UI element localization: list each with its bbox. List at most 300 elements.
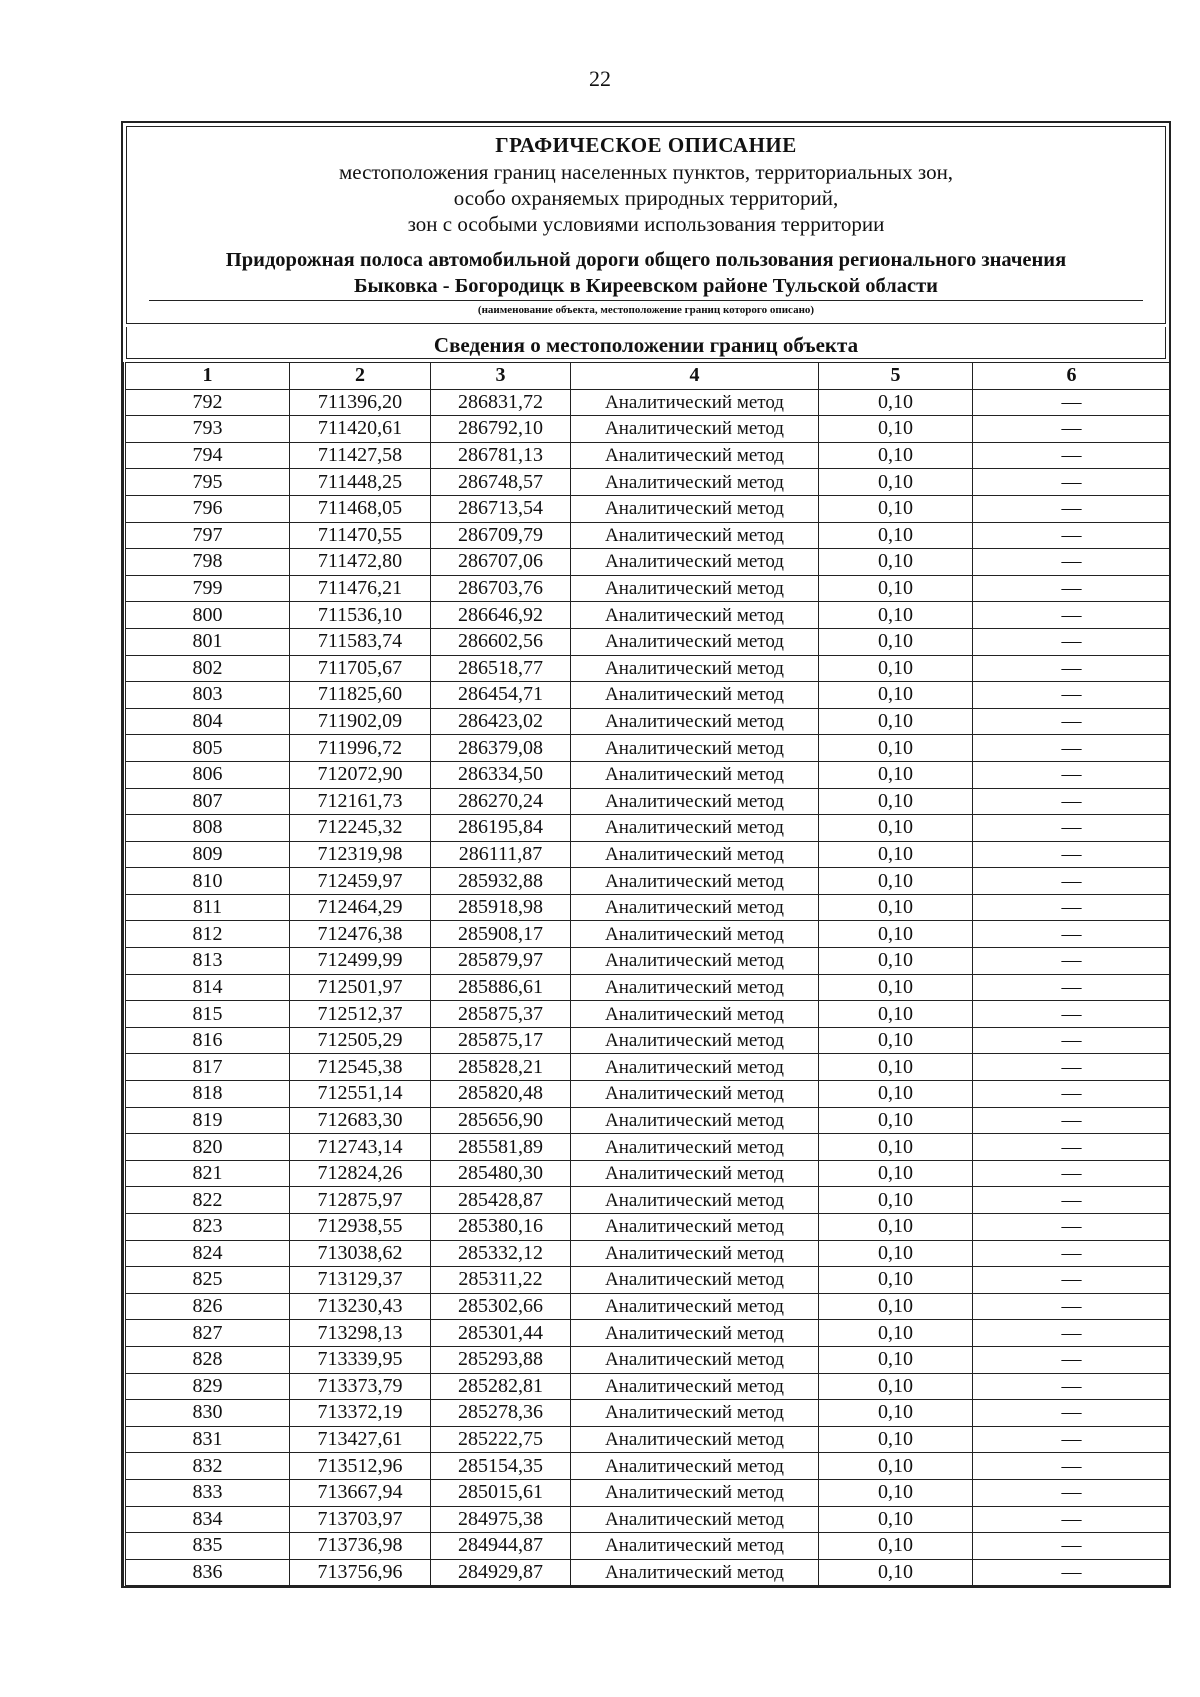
accuracy-cell: 0,10 xyxy=(819,708,973,735)
accuracy-cell: 0,10 xyxy=(819,416,973,443)
description-cell: — xyxy=(973,655,1171,682)
description-cell: — xyxy=(973,1107,1171,1134)
point-number-cell: 821 xyxy=(125,1160,290,1187)
table-row xyxy=(125,1506,1171,1533)
point-number-cell: 819 xyxy=(125,1107,290,1134)
y-coordinate-cell: 285908,17 xyxy=(431,921,571,948)
y-coordinate-cell: 286748,57 xyxy=(431,469,571,496)
y-coordinate-cell: 285301,44 xyxy=(431,1320,571,1347)
method-cell: Аналитический метод xyxy=(571,1267,819,1294)
x-coordinate-cell: 713298,13 xyxy=(290,1320,431,1347)
accuracy-cell: 0,10 xyxy=(819,1506,973,1533)
description-cell: — xyxy=(973,1533,1171,1560)
method-cell: Аналитический метод xyxy=(571,1533,819,1560)
description-cell: — xyxy=(973,1346,1171,1373)
method-cell: Аналитический метод xyxy=(571,1453,819,1480)
y-coordinate-cell: 285015,61 xyxy=(431,1479,571,1506)
x-coordinate-cell: 712499,99 xyxy=(290,948,431,975)
section-title: Сведения о местоположении границ объекта xyxy=(126,327,1166,359)
x-coordinate-cell: 711476,21 xyxy=(290,575,431,602)
description-cell: — xyxy=(973,628,1171,655)
accuracy-cell: 0,10 xyxy=(819,1001,973,1028)
point-number-cell: 809 xyxy=(125,841,290,868)
point-number-cell: 804 xyxy=(125,708,290,735)
method-cell: Аналитический метод xyxy=(571,1426,819,1453)
y-coordinate-cell: 286423,02 xyxy=(431,708,571,735)
y-coordinate-cell: 285428,87 xyxy=(431,1187,571,1214)
y-coordinate-cell: 285820,48 xyxy=(431,1081,571,1108)
method-cell: Аналитический метод xyxy=(571,1027,819,1054)
object-name xyxy=(127,247,1165,299)
accuracy-cell: 0,10 xyxy=(819,1160,973,1187)
y-coordinate-cell: 286781,13 xyxy=(431,442,571,469)
point-number-cell: 812 xyxy=(125,921,290,948)
column-header: 6 xyxy=(973,363,1171,390)
description-cell: — xyxy=(973,389,1171,416)
x-coordinate-cell: 713372,19 xyxy=(290,1400,431,1427)
object-name-line-2: Быковка - Богородицк в Киреевском районе Тульской области xyxy=(354,275,938,297)
x-coordinate-cell: 713427,61 xyxy=(290,1426,431,1453)
description-cell: — xyxy=(973,1134,1171,1161)
point-number-cell: 826 xyxy=(125,1293,290,1320)
accuracy-cell: 0,10 xyxy=(819,522,973,549)
point-number-cell: 803 xyxy=(125,682,290,709)
y-coordinate-cell: 286831,72 xyxy=(431,389,571,416)
table-row xyxy=(125,469,1171,496)
y-coordinate-cell: 286709,79 xyxy=(431,522,571,549)
description-cell: — xyxy=(973,549,1171,576)
y-coordinate-cell: 285302,66 xyxy=(431,1293,571,1320)
description-cell: — xyxy=(973,894,1171,921)
method-cell: Аналитический метод xyxy=(571,522,819,549)
description-cell: — xyxy=(973,1453,1171,1480)
point-number-cell: 822 xyxy=(125,1187,290,1214)
table-row xyxy=(125,1479,1171,1506)
table-row xyxy=(125,628,1171,655)
point-number-cell: 808 xyxy=(125,815,290,842)
x-coordinate-cell: 711420,61 xyxy=(290,416,431,443)
point-number-cell: 832 xyxy=(125,1453,290,1480)
description-cell: — xyxy=(973,761,1171,788)
method-cell: Аналитический метод xyxy=(571,868,819,895)
table-row xyxy=(125,1001,1171,1028)
x-coordinate-cell: 711996,72 xyxy=(290,735,431,762)
accuracy-cell: 0,10 xyxy=(819,868,973,895)
table-row xyxy=(125,442,1171,469)
method-cell: Аналитический метод xyxy=(571,974,819,1001)
description-cell: — xyxy=(973,1187,1171,1214)
table-row xyxy=(125,1426,1171,1453)
y-coordinate-cell: 286707,06 xyxy=(431,549,571,576)
accuracy-cell: 0,10 xyxy=(819,389,973,416)
point-number-cell: 797 xyxy=(125,522,290,549)
table-row xyxy=(125,1240,1171,1267)
point-number-cell: 828 xyxy=(125,1346,290,1373)
method-cell: Аналитический метод xyxy=(571,1187,819,1214)
x-coordinate-cell: 712459,97 xyxy=(290,868,431,895)
description-cell: — xyxy=(973,1267,1171,1294)
column-header: 2 xyxy=(290,363,431,390)
method-cell: Аналитический метод xyxy=(571,1479,819,1506)
description-cell: — xyxy=(973,602,1171,629)
x-coordinate-cell: 712743,14 xyxy=(290,1134,431,1161)
accuracy-cell: 0,10 xyxy=(819,921,973,948)
table-row xyxy=(125,1160,1171,1187)
accuracy-cell: 0,10 xyxy=(819,894,973,921)
description-cell: — xyxy=(973,575,1171,602)
x-coordinate-cell: 712551,14 xyxy=(290,1081,431,1108)
y-coordinate-cell: 285480,30 xyxy=(431,1160,571,1187)
y-coordinate-cell: 284944,87 xyxy=(431,1533,571,1560)
description-cell: — xyxy=(973,1559,1171,1586)
point-number-cell: 795 xyxy=(125,469,290,496)
accuracy-cell: 0,10 xyxy=(819,788,973,815)
table-row xyxy=(125,1267,1171,1294)
point-number-cell: 811 xyxy=(125,894,290,921)
method-cell: Аналитический метод xyxy=(571,469,819,496)
x-coordinate-cell: 713756,96 xyxy=(290,1559,431,1586)
point-number-cell: 835 xyxy=(125,1533,290,1560)
point-number-cell: 800 xyxy=(125,602,290,629)
point-number-cell: 805 xyxy=(125,735,290,762)
accuracy-cell: 0,10 xyxy=(819,1240,973,1267)
accuracy-cell: 0,10 xyxy=(819,575,973,602)
table-row xyxy=(125,1400,1171,1427)
table-row xyxy=(125,788,1171,815)
page-number: 22 xyxy=(589,66,611,91)
y-coordinate-cell: 286703,76 xyxy=(431,575,571,602)
x-coordinate-cell: 711468,05 xyxy=(290,495,431,522)
table-row xyxy=(125,894,1171,921)
x-coordinate-cell: 711825,60 xyxy=(290,682,431,709)
x-coordinate-cell: 711396,20 xyxy=(290,389,431,416)
description-cell: — xyxy=(973,469,1171,496)
object-name-line-1: Придорожная полоса автомобильной дороги общего пользования регионального значения xyxy=(225,249,1067,271)
description-cell: — xyxy=(973,1320,1171,1347)
x-coordinate-cell: 712505,29 xyxy=(290,1027,431,1054)
accuracy-cell: 0,10 xyxy=(819,1187,973,1214)
description-cell: — xyxy=(973,1001,1171,1028)
method-cell: Аналитический метод xyxy=(571,1320,819,1347)
point-number-cell: 827 xyxy=(125,1320,290,1347)
point-number-cell: 814 xyxy=(125,974,290,1001)
description-cell: — xyxy=(973,1426,1171,1453)
x-coordinate-cell: 711536,10 xyxy=(290,602,431,629)
x-coordinate-cell: 711583,74 xyxy=(290,628,431,655)
x-coordinate-cell: 713703,97 xyxy=(290,1506,431,1533)
method-cell: Аналитический метод xyxy=(571,1373,819,1400)
table-body xyxy=(125,389,1171,1586)
point-number-cell: 830 xyxy=(125,1400,290,1427)
description-cell: — xyxy=(973,788,1171,815)
subtitle-line-1: местоположения границ населенных пунктов, территориальных зон, xyxy=(338,160,954,184)
subtitle-line-2: особо охраняемых природных территорий, xyxy=(453,186,839,210)
x-coordinate-cell: 713512,96 xyxy=(290,1453,431,1480)
x-coordinate-cell: 713129,37 xyxy=(290,1267,431,1294)
point-number-cell: 834 xyxy=(125,1506,290,1533)
y-coordinate-cell: 285332,12 xyxy=(431,1240,571,1267)
y-coordinate-cell: 286713,54 xyxy=(431,495,571,522)
accuracy-cell: 0,10 xyxy=(819,1107,973,1134)
table-header-row xyxy=(125,363,1171,390)
table-row xyxy=(125,708,1171,735)
method-cell: Аналитический метод xyxy=(571,1134,819,1161)
description-cell: — xyxy=(973,1160,1171,1187)
y-coordinate-cell: 286195,84 xyxy=(431,815,571,842)
object-name-underline xyxy=(149,300,1143,301)
table-row xyxy=(125,1453,1171,1480)
x-coordinate-cell: 713339,95 xyxy=(290,1346,431,1373)
description-cell: — xyxy=(973,868,1171,895)
point-number-cell: 816 xyxy=(125,1027,290,1054)
description-cell: — xyxy=(973,1027,1171,1054)
accuracy-cell: 0,10 xyxy=(819,1479,973,1506)
method-cell: Аналитический метод xyxy=(571,442,819,469)
method-cell: Аналитический метод xyxy=(571,1214,819,1241)
description-cell: — xyxy=(973,921,1171,948)
method-cell: Аналитический метод xyxy=(571,1293,819,1320)
point-number-cell: 829 xyxy=(125,1373,290,1400)
column-header: 4 xyxy=(571,363,819,390)
y-coordinate-cell: 286454,71 xyxy=(431,682,571,709)
x-coordinate-cell: 711427,58 xyxy=(290,442,431,469)
accuracy-cell: 0,10 xyxy=(819,442,973,469)
y-coordinate-cell: 285154,35 xyxy=(431,1453,571,1480)
method-cell: Аналитический метод xyxy=(571,575,819,602)
x-coordinate-cell: 712875,97 xyxy=(290,1187,431,1214)
x-coordinate-cell: 712072,90 xyxy=(290,761,431,788)
point-number-cell: 807 xyxy=(125,788,290,815)
accuracy-cell: 0,10 xyxy=(819,1267,973,1294)
point-number-cell: 793 xyxy=(125,416,290,443)
point-number-cell: 806 xyxy=(125,761,290,788)
y-coordinate-cell: 285311,22 xyxy=(431,1267,571,1294)
method-cell: Аналитический метод xyxy=(571,602,819,629)
accuracy-cell: 0,10 xyxy=(819,1426,973,1453)
y-coordinate-cell: 285581,89 xyxy=(431,1134,571,1161)
coordinates-table xyxy=(123,362,1171,1586)
accuracy-cell: 0,10 xyxy=(819,549,973,576)
accuracy-cell: 0,10 xyxy=(819,469,973,496)
y-coordinate-cell: 285282,81 xyxy=(431,1373,571,1400)
x-coordinate-cell: 712512,37 xyxy=(290,1001,431,1028)
table-row xyxy=(125,1559,1171,1586)
point-number-cell: 818 xyxy=(125,1081,290,1108)
description-cell: — xyxy=(973,708,1171,735)
table-row xyxy=(125,602,1171,629)
accuracy-cell: 0,10 xyxy=(819,682,973,709)
accuracy-cell: 0,10 xyxy=(819,1027,973,1054)
method-cell: Аналитический метод xyxy=(571,894,819,921)
y-coordinate-cell: 285828,21 xyxy=(431,1054,571,1081)
description-cell: — xyxy=(973,1240,1171,1267)
x-coordinate-cell: 712464,29 xyxy=(290,894,431,921)
accuracy-cell: 0,10 xyxy=(819,1346,973,1373)
accuracy-cell: 0,10 xyxy=(819,948,973,975)
table-row xyxy=(125,735,1171,762)
accuracy-cell: 0,10 xyxy=(819,628,973,655)
table-row xyxy=(125,682,1171,709)
method-cell: Аналитический метод xyxy=(571,815,819,842)
accuracy-cell: 0,10 xyxy=(819,602,973,629)
description-cell: — xyxy=(973,1293,1171,1320)
x-coordinate-cell: 712938,55 xyxy=(290,1214,431,1241)
accuracy-cell: 0,10 xyxy=(819,1559,973,1586)
y-coordinate-cell: 284929,87 xyxy=(431,1559,571,1586)
point-number-cell: 820 xyxy=(125,1134,290,1161)
table-row xyxy=(125,1054,1171,1081)
table-row xyxy=(125,655,1171,682)
method-cell: Аналитический метод xyxy=(571,1559,819,1586)
y-coordinate-cell: 286334,50 xyxy=(431,761,571,788)
y-coordinate-cell: 286646,92 xyxy=(431,602,571,629)
y-coordinate-cell: 285932,88 xyxy=(431,868,571,895)
description-cell: — xyxy=(973,974,1171,1001)
description-cell: — xyxy=(973,735,1171,762)
table-row xyxy=(125,761,1171,788)
point-number-cell: 796 xyxy=(125,495,290,522)
column-header: 3 xyxy=(431,363,571,390)
header-block xyxy=(126,126,1166,324)
method-cell: Аналитический метод xyxy=(571,1400,819,1427)
accuracy-cell: 0,10 xyxy=(819,974,973,1001)
method-cell: Аналитический метод xyxy=(571,1346,819,1373)
method-cell: Аналитический метод xyxy=(571,1107,819,1134)
x-coordinate-cell: 712319,98 xyxy=(290,841,431,868)
y-coordinate-cell: 285656,90 xyxy=(431,1107,571,1134)
accuracy-cell: 0,10 xyxy=(819,815,973,842)
x-coordinate-cell: 713373,79 xyxy=(290,1373,431,1400)
point-number-cell: 813 xyxy=(125,948,290,975)
object-name-caption: (наименование объекта, местоположение границ которого описано) xyxy=(477,304,815,316)
x-coordinate-cell: 711472,80 xyxy=(290,549,431,576)
y-coordinate-cell: 285875,17 xyxy=(431,1027,571,1054)
accuracy-cell: 0,10 xyxy=(819,1081,973,1108)
point-number-cell: 836 xyxy=(125,1559,290,1586)
method-cell: Аналитический метод xyxy=(571,788,819,815)
table-row xyxy=(125,841,1171,868)
accuracy-cell: 0,10 xyxy=(819,761,973,788)
method-cell: Аналитический метод xyxy=(571,628,819,655)
x-coordinate-cell: 712161,73 xyxy=(290,788,431,815)
point-number-cell: 799 xyxy=(125,575,290,602)
y-coordinate-cell: 285875,37 xyxy=(431,1001,571,1028)
x-coordinate-cell: 713038,62 xyxy=(290,1240,431,1267)
point-number-cell: 817 xyxy=(125,1054,290,1081)
point-number-cell: 825 xyxy=(125,1267,290,1294)
accuracy-cell: 0,10 xyxy=(819,1373,973,1400)
method-cell: Аналитический метод xyxy=(571,549,819,576)
x-coordinate-cell: 713736,98 xyxy=(290,1533,431,1560)
method-cell: Аналитический метод xyxy=(571,841,819,868)
point-number-cell: 801 xyxy=(125,628,290,655)
accuracy-cell: 0,10 xyxy=(819,841,973,868)
method-cell: Аналитический метод xyxy=(571,416,819,443)
document-title: ГРАФИЧЕСКОЕ ОПИСАНИЕ xyxy=(495,133,797,157)
y-coordinate-cell: 286602,56 xyxy=(431,628,571,655)
table-row xyxy=(125,1187,1171,1214)
table-row xyxy=(125,1027,1171,1054)
accuracy-cell: 0,10 xyxy=(819,1293,973,1320)
table-row xyxy=(125,575,1171,602)
method-cell: Аналитический метод xyxy=(571,495,819,522)
description-cell: — xyxy=(973,416,1171,443)
point-number-cell: 802 xyxy=(125,655,290,682)
method-cell: Аналитический метод xyxy=(571,948,819,975)
y-coordinate-cell: 285222,75 xyxy=(431,1426,571,1453)
table-row xyxy=(125,1373,1171,1400)
method-cell: Аналитический метод xyxy=(571,1001,819,1028)
document-frame xyxy=(121,121,1171,1588)
point-number-cell: 831 xyxy=(125,1426,290,1453)
accuracy-cell: 0,10 xyxy=(819,1134,973,1161)
method-cell: Аналитический метод xyxy=(571,1081,819,1108)
x-coordinate-cell: 712476,38 xyxy=(290,921,431,948)
table-row xyxy=(125,1214,1171,1241)
y-coordinate-cell: 286270,24 xyxy=(431,788,571,815)
description-cell: — xyxy=(973,522,1171,549)
x-coordinate-cell: 713230,43 xyxy=(290,1293,431,1320)
table-row xyxy=(125,1081,1171,1108)
y-coordinate-cell: 285879,97 xyxy=(431,948,571,975)
method-cell: Аналитический метод xyxy=(571,682,819,709)
method-cell: Аналитический метод xyxy=(571,761,819,788)
table-row xyxy=(125,416,1171,443)
x-coordinate-cell: 713667,94 xyxy=(290,1479,431,1506)
y-coordinate-cell: 284975,38 xyxy=(431,1506,571,1533)
table-row xyxy=(125,948,1171,975)
accuracy-cell: 0,10 xyxy=(819,1320,973,1347)
description-cell: — xyxy=(973,1479,1171,1506)
y-coordinate-cell: 286111,87 xyxy=(431,841,571,868)
table-row xyxy=(125,1346,1171,1373)
y-coordinate-cell: 285293,88 xyxy=(431,1346,571,1373)
x-coordinate-cell: 711902,09 xyxy=(290,708,431,735)
accuracy-cell: 0,10 xyxy=(819,1054,973,1081)
description-cell: — xyxy=(973,841,1171,868)
description-cell: — xyxy=(973,1081,1171,1108)
point-number-cell: 810 xyxy=(125,868,290,895)
point-number-cell: 815 xyxy=(125,1001,290,1028)
subtitle-line-3: зон с особыми условиями использования территории xyxy=(407,212,885,236)
y-coordinate-cell: 285886,61 xyxy=(431,974,571,1001)
table-row xyxy=(125,1134,1171,1161)
point-number-cell: 823 xyxy=(125,1214,290,1241)
accuracy-cell: 0,10 xyxy=(819,655,973,682)
method-cell: Аналитический метод xyxy=(571,1506,819,1533)
description-cell: — xyxy=(973,682,1171,709)
point-number-cell: 798 xyxy=(125,549,290,576)
table-row xyxy=(125,522,1171,549)
point-number-cell: 792 xyxy=(125,389,290,416)
table-row xyxy=(125,868,1171,895)
y-coordinate-cell: 286792,10 xyxy=(431,416,571,443)
description-cell: — xyxy=(973,948,1171,975)
x-coordinate-cell: 712501,97 xyxy=(290,974,431,1001)
point-number-cell: 824 xyxy=(125,1240,290,1267)
table-row xyxy=(125,921,1171,948)
method-cell: Аналитический метод xyxy=(571,655,819,682)
accuracy-cell: 0,10 xyxy=(819,735,973,762)
x-coordinate-cell: 711448,25 xyxy=(290,469,431,496)
column-header: 5 xyxy=(819,363,973,390)
description-cell: — xyxy=(973,1214,1171,1241)
accuracy-cell: 0,10 xyxy=(819,1533,973,1560)
method-cell: Аналитический метод xyxy=(571,1160,819,1187)
table-row xyxy=(125,815,1171,842)
accuracy-cell: 0,10 xyxy=(819,1214,973,1241)
table-row xyxy=(125,549,1171,576)
